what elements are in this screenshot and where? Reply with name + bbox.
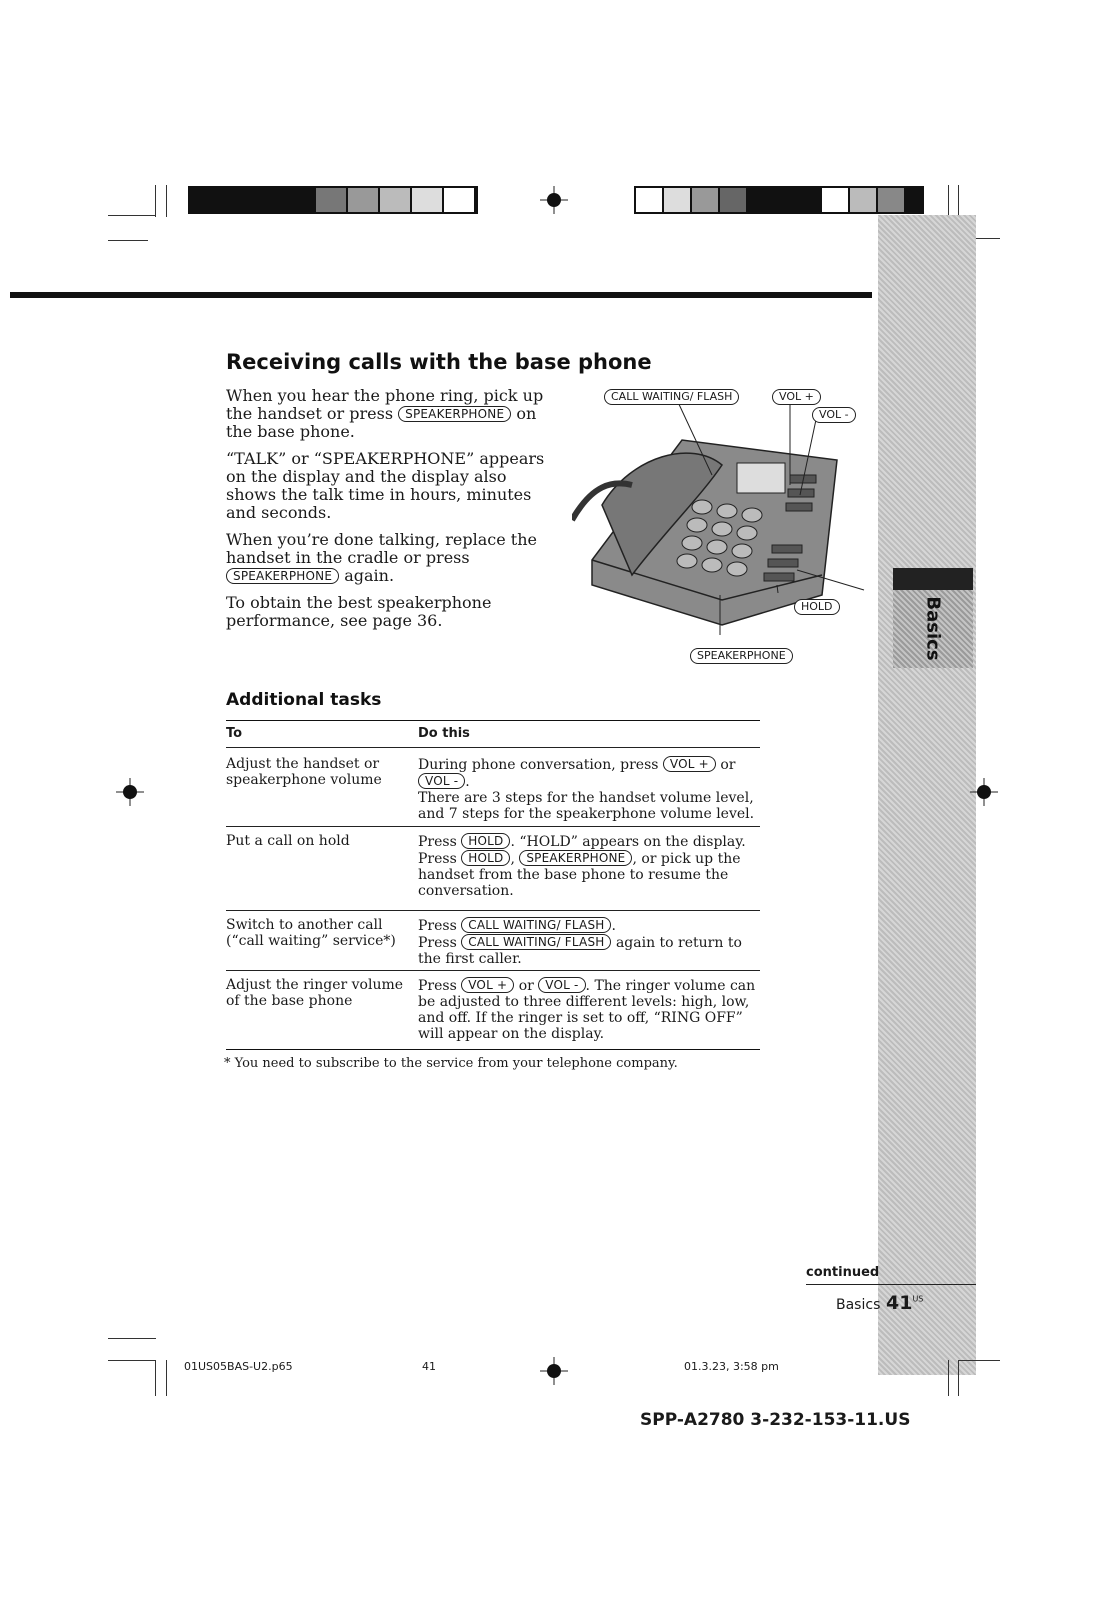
row-instructions: Press CALL WAITING/ FLASH . Press CALL WAITING/ FLASH again to return to the first caller.: [418, 918, 742, 967]
continued-rule: [806, 1284, 976, 1285]
speakerphone-callout: SPEAKERPHONE: [690, 648, 793, 664]
call-waiting-flash-callout: CALL WAITING/ FLASH: [604, 389, 739, 405]
model-number: SPP-A2780 3-232-153-11.US: [640, 1410, 911, 1430]
speakerphone-key: SPEAKERPHONE: [226, 568, 339, 584]
crop-mark: [108, 1338, 156, 1339]
intro-paragraph: To obtain the best speakerphone performance, see page 36.: [226, 593, 492, 630]
vol-plus-key: VOL +: [663, 756, 716, 772]
row-task: Adjust the handset or speakerphone volume: [226, 756, 382, 788]
hold-key: HOLD: [461, 833, 510, 849]
side-tab-label: Basics: [922, 596, 944, 661]
call-waiting-flash-key: CALL WAITING/ FLASH: [461, 917, 611, 933]
vol-minus-callout: VOL -: [812, 407, 856, 423]
table-header: [226, 720, 760, 748]
vol-minus-key: VOL -: [418, 773, 465, 789]
section-heading: Additional tasks: [226, 690, 382, 710]
print-page-number: 41: [422, 1360, 436, 1373]
crop-mark: [155, 1360, 156, 1396]
print-file-name: 01US05BAS-U2.p65: [184, 1360, 293, 1373]
crop-mark: [958, 1360, 959, 1396]
footer-section: Basics: [836, 1297, 881, 1313]
registration-mark-icon: [540, 1357, 568, 1385]
page-title: Receiving calls with the base phone: [226, 350, 652, 374]
table-row: [226, 970, 760, 1050]
crop-mark: [166, 1360, 167, 1396]
registration-mark-icon: [116, 778, 144, 806]
crop-mark: [108, 1360, 156, 1361]
crop-mark: [958, 1360, 1000, 1361]
call-waiting-flash-key: CALL WAITING/ FLASH: [461, 934, 611, 950]
print-date: 01.3.23, 3:58 pm: [684, 1360, 779, 1373]
footnote: * You need to subscribe to the service from your telephone company.: [224, 1056, 678, 1071]
row-instructions: Press VOL + or VOL - . The ringer volume can be adjusted to three different levels: high, low, and off. If the ringer is set to off, “RING OFF” will appear on the display.: [418, 978, 756, 1042]
crop-mark: [948, 1360, 949, 1396]
vol-plus-callout: VOL +: [772, 389, 821, 405]
intro-paragraph: When you hear the phone ring, pick up the handset or press SPEAKERPHONE on the base phone.: [226, 386, 544, 441]
row-task: Put a call on hold: [226, 833, 350, 849]
continued-label: continued: [806, 1265, 880, 1280]
column-header-to: To: [226, 726, 243, 741]
intro-paragraph: “TALK” or “SPEAKERPHONE” appears on the display and the display also shows the talk time in hours, minutes and seconds.: [226, 449, 545, 522]
hold-key: HOLD: [461, 850, 510, 866]
registration-mark-icon: [970, 778, 998, 806]
row-task: Switch to another call (“call waiting” service*): [226, 917, 396, 949]
page-number: $41^{US}$: [886, 1292, 924, 1314]
table-row: [226, 826, 760, 911]
row-instructions: Press HOLD . “HOLD” appears on the display. Press HOLD , SPEAKERPHONE , or pick up the handset from the base phone to resume the conversation.: [418, 834, 746, 899]
vol-plus-key: VOL +: [461, 977, 514, 993]
table-row: [226, 750, 760, 822]
speakerphone-key: SPEAKERPHONE: [519, 850, 632, 866]
hold-callout: HOLD: [794, 599, 840, 615]
speakerphone-key: SPEAKERPHONE: [398, 406, 511, 422]
row-instructions: During phone conversation, press VOL + or VOL - . There are 3 steps for the handset volume level, and 7 steps for the speakerphone volume level.: [418, 757, 755, 822]
intro-paragraph: When you’re done talking, replace the handset in the cradle or press SPEAKERPHONE again.: [226, 530, 537, 585]
row-task: Adjust the ringer volume of the base phone: [226, 977, 404, 1009]
table-row: [226, 910, 760, 969]
vol-minus-key: VOL -: [538, 977, 585, 993]
column-header-do: Do this: [418, 726, 470, 741]
